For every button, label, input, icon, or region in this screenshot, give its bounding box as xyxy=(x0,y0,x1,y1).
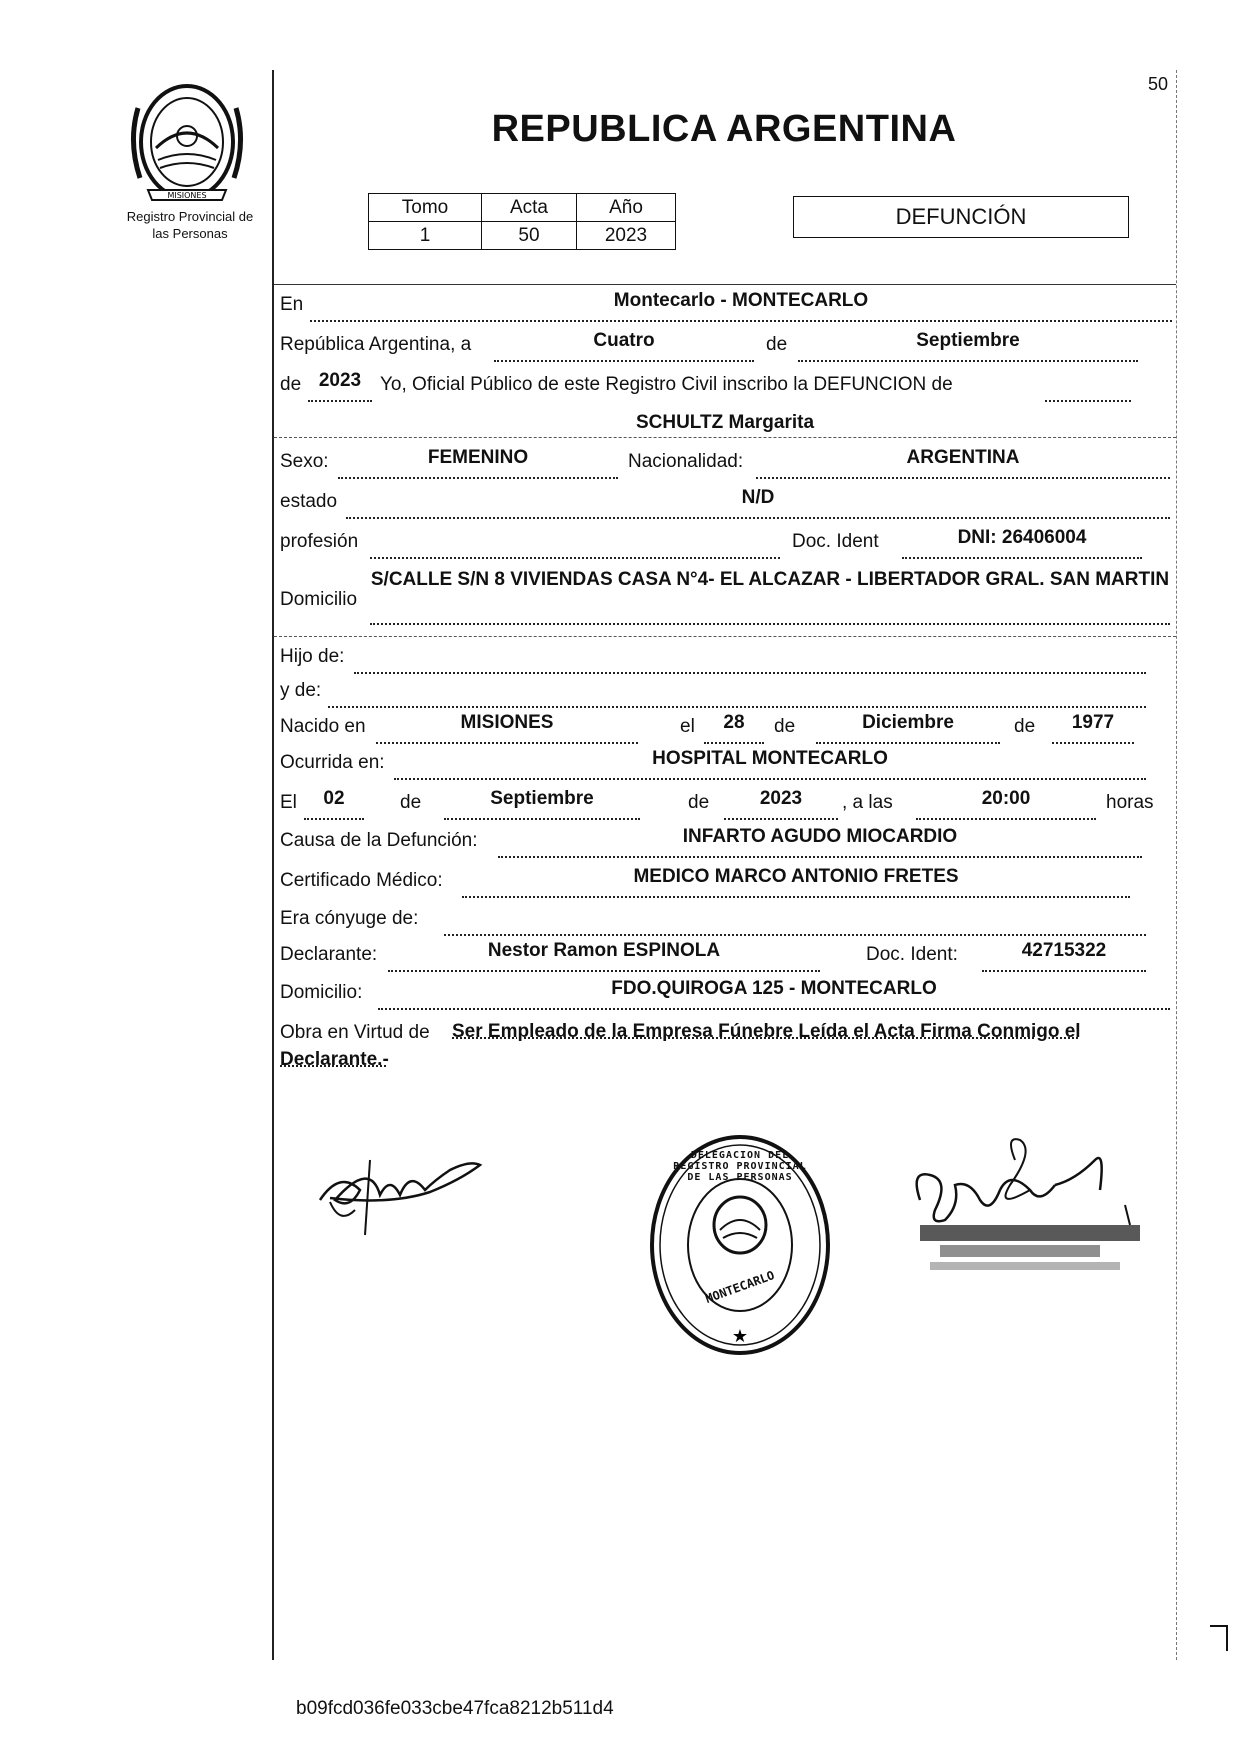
logo-caption-line1: Registro Provincial de xyxy=(126,209,254,224)
acta-value: 50 xyxy=(482,222,577,250)
row-causa xyxy=(280,826,1170,856)
death-time-value: 20:00 xyxy=(981,788,1031,809)
row-declarante-domicilio xyxy=(280,978,1170,1008)
row-obra xyxy=(280,1018,1174,1082)
birth-year-value: 1977 xyxy=(1071,712,1115,733)
seal-outer-text: DELEGACION DEL REGISTRO PROVINCIAL DE LAS PERSONAS xyxy=(673,1150,807,1183)
a-las-label: , a las xyxy=(842,792,893,813)
de-label: de xyxy=(400,792,422,813)
acta-header: Acta xyxy=(482,194,577,222)
declarante-domicilio-value: FDO.QUIROGA 125 - MONTECARLO xyxy=(611,978,937,999)
declarante-doc-value: 42715322 xyxy=(1021,940,1107,961)
birth-day-value: 28 xyxy=(723,712,745,733)
el2-label: El xyxy=(280,792,297,813)
row-place xyxy=(280,290,1170,320)
row-date xyxy=(280,330,1170,360)
corner-mark xyxy=(1210,1625,1228,1651)
causa-label: Causa de la Defunción: xyxy=(280,830,478,851)
logo-caption xyxy=(100,208,280,242)
doc-ident-label: Doc. Ident xyxy=(792,531,879,552)
registry-seal xyxy=(645,1130,835,1360)
death-year-value: 2023 xyxy=(759,788,803,809)
place-value: Montecarlo - MONTECARLO xyxy=(613,290,869,311)
inscribe-text: Yo, Oficial Público de este Registro Civil inscribo la DEFUNCION de xyxy=(380,374,953,395)
hijo-de-line xyxy=(354,648,1146,674)
en-label: En xyxy=(280,294,304,315)
de-label: de xyxy=(688,792,710,813)
anio-value: 2023 xyxy=(577,222,676,250)
section-divider xyxy=(274,636,1176,637)
domicilio2-label: Domicilio: xyxy=(280,982,363,1003)
nacido-en-value: MISIONES xyxy=(460,712,554,733)
row-hijo-de xyxy=(280,642,1170,672)
deceased-name-value: SCHULTZ Margarita xyxy=(635,412,815,433)
domicilio-label: Domicilio xyxy=(280,589,358,610)
y-de-line xyxy=(328,682,1146,708)
estado-label: estado xyxy=(280,491,338,512)
de-label: de xyxy=(1014,716,1036,737)
profesion-line xyxy=(370,533,780,559)
obra-label: Obra en Virtud de xyxy=(280,1022,430,1043)
domicilio-value: S/CALLE S/N 8 VIVIENDAS CASA N°4- EL ALCAZAR - LIBERTADOR GRAL. SAN MARTIN xyxy=(370,569,1170,590)
svg-text:★: ★ xyxy=(731,1326,749,1347)
day-words-value: Cuatro xyxy=(593,330,655,351)
domicilio-line xyxy=(370,599,1170,625)
tomo-value: 1 xyxy=(369,222,482,250)
svg-text:MISIONES: MISIONES xyxy=(167,191,207,200)
sexo-label: Sexo: xyxy=(280,451,329,472)
estado-value: N/D xyxy=(741,487,775,508)
section-divider xyxy=(274,284,1176,285)
month-value: Septiembre xyxy=(916,330,1020,351)
page-number: 50 xyxy=(1148,74,1169,94)
sexo-value: FEMENINO xyxy=(427,447,529,468)
row-year xyxy=(280,370,1170,400)
obra-line1: Ser Empleado de la Empresa Fúnebre Leída el Acta Firma Conmigo el xyxy=(452,1021,1081,1042)
birth-month-value: Diciembre xyxy=(862,712,954,733)
row-conyuge xyxy=(280,904,1170,934)
logo-caption-line2: las Personas xyxy=(152,226,228,241)
inscribe-line xyxy=(1045,376,1131,402)
conyuge-label: Era cónyuge de: xyxy=(280,908,419,929)
declarante-label: Declarante: xyxy=(280,944,378,965)
section-divider xyxy=(274,437,1176,438)
row-profession-doc xyxy=(280,527,1170,557)
row-certificado xyxy=(280,866,1170,896)
document-hash: b09fcd036fe033cbe47fca8212b511d4 xyxy=(296,1698,614,1719)
declarante-value: Nestor Ramon ESPINOLA xyxy=(487,940,721,961)
row-deceased-name xyxy=(280,406,1170,436)
conyuge-line xyxy=(444,910,1146,936)
row-domicilio xyxy=(280,567,1170,627)
ocurrida-en-value: HOSPITAL MONTECARLO xyxy=(652,748,888,769)
registry-table xyxy=(368,193,676,250)
de-label: de xyxy=(766,334,788,355)
row-declarante xyxy=(280,940,1170,970)
doc-ident2-label: Doc. Ident: xyxy=(866,944,958,965)
left-margin-line xyxy=(272,70,274,1660)
hijo-de-label: Hijo de: xyxy=(280,646,345,667)
el-label: el xyxy=(680,716,695,737)
misiones-coat-of-arms-logo xyxy=(118,78,256,206)
de-year-label: de xyxy=(280,374,302,395)
registry-table-value-row xyxy=(369,222,676,250)
document-type-box: DEFUNCIÓN xyxy=(793,196,1129,238)
horas-label: horas xyxy=(1106,792,1154,813)
row-sex-nationality xyxy=(280,447,1170,477)
declarant-signature xyxy=(310,1140,490,1240)
row-estado xyxy=(280,487,1170,517)
registry-table-header-row xyxy=(369,194,676,222)
nacionalidad-label: Nacionalidad: xyxy=(628,451,744,472)
seal-inner-text: MONTECARLO xyxy=(703,1268,777,1306)
certificado-label: Certificado Médico: xyxy=(280,870,443,891)
death-month-value: Septiembre xyxy=(490,788,594,809)
republica-label: República Argentina, a xyxy=(280,334,472,355)
row-y-de xyxy=(280,676,1170,706)
right-margin-line xyxy=(1176,70,1178,1660)
year-value: 2023 xyxy=(318,370,362,391)
row-death-date xyxy=(280,788,1170,818)
nacionalidad-value: ARGENTINA xyxy=(906,447,1020,468)
de-label: de xyxy=(774,716,796,737)
ocurrida-en-label: Ocurrida en: xyxy=(280,752,385,773)
row-ocurrida xyxy=(280,748,1170,778)
row-birth xyxy=(280,712,1170,742)
anio-header: Año xyxy=(577,194,676,222)
certificado-value: MEDICO MARCO ANTONIO FRETES xyxy=(633,866,959,887)
y-de-label: y de: xyxy=(280,680,322,701)
tomo-header: Tomo xyxy=(369,194,482,222)
profesion-label: profesión xyxy=(280,531,359,552)
doc-ident-value: DNI: 26406004 xyxy=(957,527,1087,548)
death-day-value: 02 xyxy=(323,788,345,809)
official-signature xyxy=(900,1130,1160,1300)
page-title: REPUBLICA ARGENTINA xyxy=(491,108,957,150)
obra-line2: Declarante.- xyxy=(280,1049,389,1070)
causa-value: INFARTO AGUDO MIOCARDIO xyxy=(682,826,958,847)
nacido-en-label: Nacido en xyxy=(280,716,366,737)
